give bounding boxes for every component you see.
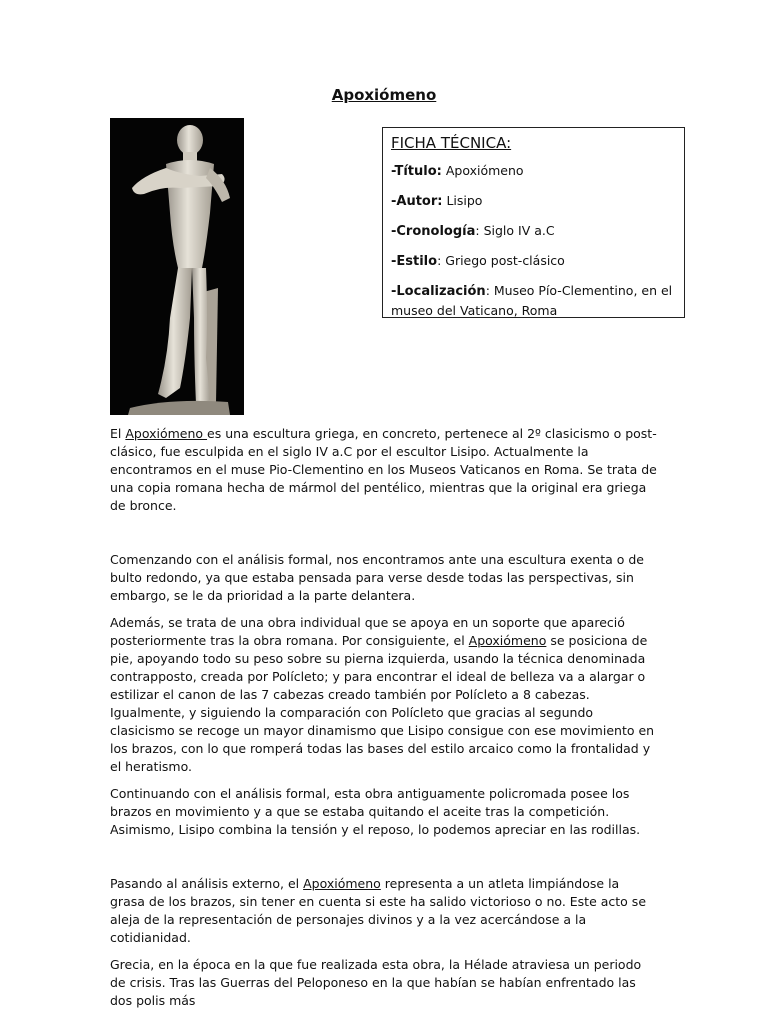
- ficha-row-cronologia: [391, 221, 674, 241]
- ficha-value: : Museo Pío-Clementino, en el museo del Vaticano, Roma: [391, 283, 673, 318]
- ficha-label: -Título:: [391, 164, 442, 179]
- paragraph-formal-1: Comenzando con el análisis formal, nos encontramos ante una escultura exenta o de bulto redondo, ya que estaba pensada para verse desde todas las perspectivas, sin embargo, se le da prioridad a la parte delantera.: [110, 552, 644, 603]
- paragraph-text: representa a un atleta limpiándose la grasa de los brazos, sin tener en cuenta si este ha salido victorioso o no. Este acto se aleja de la representación de personajes divinos y a la vez acercándose a la cotidianidad.: [110, 876, 647, 945]
- ficha-label: -Localización: [391, 284, 486, 299]
- ficha-row-autor: [391, 191, 674, 211]
- ficha-label: -Autor:: [391, 194, 443, 209]
- ficha-label: -Cronología: [391, 224, 476, 239]
- paragraph-external-1: [110, 875, 658, 947]
- statue-photo: [110, 118, 244, 415]
- statue-illustration: [110, 118, 244, 415]
- paragraph-formal-3: Continuando con el análisis formal, esta obra antiguamente policromada posee los brazos en movimiento y a que se estaba quitando el aceite tras la competición. Asimismo, Lisipo combina la tensión y el reposo, lo podemos apreciar en las rodillas.: [110, 786, 641, 837]
- paragraph-formal-2: [110, 614, 658, 776]
- paragraph-text: El: [110, 426, 126, 441]
- paragraph-external-2: Grecia, en la época en la que fue realizada esta obra, la Hélade atraviesa un periodo de crisis. Tras las Guerras del Peloponeso en la que habían se habían enfrentado las dos polis más: [110, 957, 642, 1008]
- apoxiomeno-link[interactable]: Apoxiómeno: [303, 876, 381, 891]
- ficha-row-titulo: [391, 161, 674, 181]
- paragraph-text: es una escultura griega, en concreto, pertenece al 2º clasicismo o post-clásico, fue esculpida en el siglo IV a.C por el escultor Lisipo. Actualmente la encontramos en el muse Pio-Clementino en los Museos Vaticanos en Roma. Se trata de una copia romana hecha de mármol del pentélico, mientras que la original era griega de bronce.: [110, 426, 657, 513]
- paragraph-text: Además, se trata de una obra individual que se apoya en un soporte que apareció posteriormente tras la obra romana. Por consiguiente, el: [110, 615, 625, 648]
- ficha-value: : Griego post-clásico: [437, 253, 565, 268]
- ficha-value: : Siglo IV a.C: [475, 223, 555, 238]
- ficha-label: -Estilo: [391, 254, 438, 269]
- ficha-value: Apoxiómeno: [441, 163, 524, 178]
- technical-sheet-heading: FICHA TÉCNICA:: [391, 134, 512, 152]
- apoxiomeno-link[interactable]: Apoxiómeno: [125, 426, 208, 441]
- ficha-row-localizacion: [391, 281, 674, 321]
- ficha-value: Lisipo: [442, 193, 483, 208]
- paragraph-text: Pasando al análisis externo, el: [110, 876, 304, 891]
- paragraph-text: se posiciona de pie, apoyando todo su peso sobre su pierna izquierda, usando la técnica denominada contrapposto, creada por Polícleto; y para encontrar el ideal de belleza va a alargar o estilizar el canon de las 7 cabezas creado también por Polícleto a 8 cabezas. Igualmente, y siguiendo la comparación con Polícleto que gracias al segundo clasicismo se recoge un mayor dinamismo que Lisipo consigue con ese movimiento en los brazos, con lo que romperá todas las bases del estilo arcaico como la frontalidad y el heratismo.: [110, 633, 655, 774]
- paragraph-intro: [110, 425, 658, 515]
- page-title: Apoxiómeno: [331, 86, 437, 104]
- document-body: [110, 425, 658, 1010]
- apoxiomeno-link[interactable]: Apoxiómeno: [468, 633, 547, 648]
- ficha-row-estilo: [391, 251, 674, 271]
- technical-sheet: [382, 127, 685, 318]
